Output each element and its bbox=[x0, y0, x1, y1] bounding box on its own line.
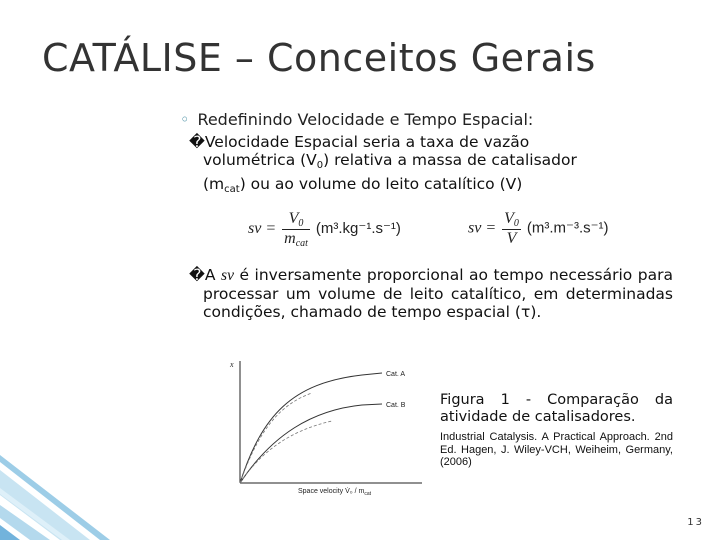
para2-sv: sv bbox=[221, 267, 234, 284]
bullet-marker: ◦ bbox=[180, 110, 190, 129]
para1-line2a: volumétrica (V bbox=[203, 151, 317, 169]
formula1-units: (m³.kg⁻¹.s⁻¹) bbox=[315, 220, 401, 238]
figure-reference: Industrial Catalysis. A Practical Approach. 2nd Ed. Hagen, J. Wiley-VCH, Weiheim, Germany, (2006) bbox=[440, 431, 673, 468]
activity-figure bbox=[222, 355, 432, 500]
formula1-fraction bbox=[282, 210, 310, 249]
bullet-heading bbox=[180, 110, 533, 129]
para2-b: é inversamente proporcional ao tempo necessário para processar um volume de leito catalítico, em determinadas condições, chamado de tempo espacial ( bbox=[203, 266, 674, 321]
para1-line1: Velocidade Espacial seria a taxa de vazão bbox=[204, 133, 530, 151]
curve-cat-b bbox=[240, 404, 382, 483]
para1-line3a: (m bbox=[203, 175, 225, 193]
para1-marker: � bbox=[189, 133, 205, 151]
legend-cat-a: Cat. A bbox=[386, 371, 406, 378]
formula1-num-sub: 0 bbox=[298, 218, 304, 229]
formula2-fraction bbox=[502, 210, 521, 248]
formula2-num: V bbox=[504, 210, 514, 227]
page-number: 13 bbox=[687, 517, 704, 528]
formula1-lhs: sv = bbox=[248, 220, 277, 238]
formula2-num-sub: 0 bbox=[513, 218, 519, 229]
formula1-den-sub: cat bbox=[295, 238, 308, 249]
paragraph-space-time bbox=[189, 266, 674, 321]
para1-line2-sub: 0 bbox=[316, 160, 324, 171]
formula-volume bbox=[468, 210, 609, 248]
bullet-text: Redefinindo Velocidade e Tempo Espacial: bbox=[197, 110, 534, 129]
formula-mass bbox=[248, 210, 401, 249]
para2-tau: τ bbox=[520, 303, 531, 321]
legend-cat-b: Cat. B bbox=[386, 402, 406, 409]
para1-line2b: ) relativa a massa de catalisador bbox=[323, 151, 577, 169]
para2-c: ). bbox=[530, 303, 542, 321]
tangent-cat-b bbox=[240, 421, 332, 483]
paragraph-space-velocity bbox=[189, 133, 673, 199]
para1-line3b: ) ou ao volume do leito catalítico (V) bbox=[239, 175, 523, 193]
formula1-den: m bbox=[284, 230, 296, 247]
para1-line3-sub: cat bbox=[224, 184, 240, 195]
figure-caption: Figura 1 - Comparação da atividade de catalisadores. bbox=[440, 392, 673, 425]
tangent-cat-a bbox=[240, 393, 312, 483]
curve-cat-a bbox=[240, 373, 382, 483]
slide-title: CATÁLISE – Conceitos Gerais bbox=[42, 36, 596, 80]
formula2-lhs: sv = bbox=[468, 219, 497, 237]
formula2-den: V bbox=[506, 230, 517, 247]
x-axis-label-main: Space velocity V̇₀ / m bbox=[298, 488, 365, 495]
x-axis-label-sub: cat bbox=[364, 491, 371, 497]
formula2-units: (m³.m⁻³.s⁻¹) bbox=[526, 219, 609, 237]
para2-a: A bbox=[204, 266, 222, 284]
para2-marker: � bbox=[189, 266, 205, 284]
x-axis-label bbox=[298, 487, 372, 497]
y-axis-label: x bbox=[230, 360, 234, 369]
formula1-num: V bbox=[288, 210, 299, 227]
